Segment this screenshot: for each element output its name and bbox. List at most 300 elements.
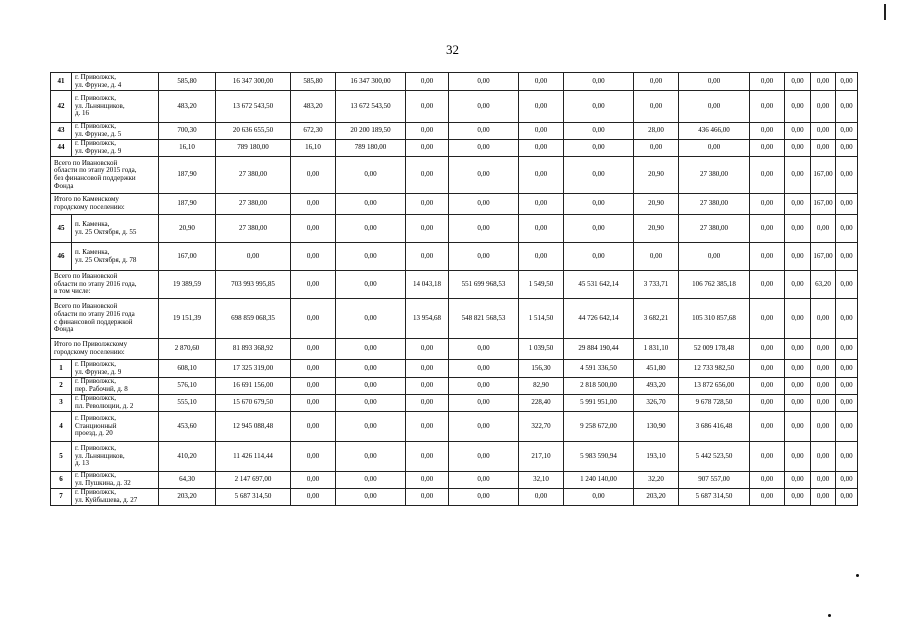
address-line: г. Приволжск, (75, 488, 117, 497)
row-number: 46 (51, 243, 72, 271)
value-cell: 0,00 (336, 378, 406, 395)
value-cell: 16,10 (159, 140, 216, 157)
value-cell: 551 699 968,53 (449, 271, 519, 299)
value-cell: 0,00 (750, 157, 785, 194)
value-cell: 0,00 (750, 194, 785, 215)
value-cell: 1 549,50 (519, 271, 564, 299)
total-label-line: области по этапу 2015 года, (54, 166, 137, 175)
table-row (51, 395, 858, 412)
value-cell: 0,00 (406, 378, 449, 395)
total-label-line: Фонда (54, 325, 74, 334)
address-line: пл. Революции, д. 2 (75, 402, 134, 410)
address-line: г. Приволжск, (75, 359, 117, 368)
value-cell: 0,00 (519, 157, 564, 194)
value-cell: 17 325 319,00 (216, 360, 291, 378)
value-cell: 105 310 857,68 (679, 299, 750, 339)
address-cell (72, 243, 159, 271)
value-cell: 3 682,21 (634, 299, 679, 339)
value-cell: 0,00 (449, 412, 519, 442)
value-cell: 0,00 (336, 157, 406, 194)
value-cell: 0,00 (519, 123, 564, 140)
value-cell: 0,00 (406, 339, 449, 360)
value-cell: 16 691 156,00 (216, 378, 291, 395)
value-cell: 0,00 (811, 91, 836, 123)
total-label-line: Всего по Ивановской (54, 271, 118, 280)
value-cell: 0,00 (336, 243, 406, 271)
total-label-line: с финансовой поддержкой (54, 317, 133, 326)
table-row (51, 489, 858, 506)
value-cell: 3 686 416,48 (679, 412, 750, 442)
table-row (51, 412, 858, 442)
address-line: п. Каменка, (75, 247, 110, 256)
value-cell: 5 687 314,50 (216, 489, 291, 506)
row-number: 45 (51, 215, 72, 243)
value-cell: 0,00 (785, 339, 811, 360)
value-cell: 0,00 (406, 157, 449, 194)
value-cell: 576,10 (159, 378, 216, 395)
value-cell: 0,00 (785, 140, 811, 157)
row-number: 43 (51, 123, 72, 140)
value-cell: 9 678 728,50 (679, 395, 750, 412)
value-cell: 0,00 (406, 472, 449, 489)
address-line: г. Приволжск, (75, 93, 117, 102)
value-cell: 493,20 (634, 378, 679, 395)
address-cell (72, 73, 159, 91)
value-cell: 0,00 (836, 123, 858, 140)
value-cell: 0,00 (811, 140, 836, 157)
address-cell (72, 360, 159, 378)
address-line: ул. 25 Октября, д. 55 (75, 227, 137, 236)
value-cell: 1 039,50 (519, 339, 564, 360)
value-cell: 0,00 (449, 489, 519, 506)
address-line: п. Каменка, (75, 219, 110, 228)
value-cell: 0,00 (336, 299, 406, 339)
value-cell: 0,00 (785, 412, 811, 442)
value-cell: 5 687 314,50 (679, 489, 750, 506)
table-row (51, 123, 858, 140)
value-cell: 0,00 (564, 243, 634, 271)
value-cell: 0,00 (406, 73, 449, 91)
value-cell: 0,00 (449, 215, 519, 243)
value-cell: 0,00 (449, 339, 519, 360)
value-cell: 0,00 (785, 442, 811, 472)
value-cell: 11 426 114,44 (216, 442, 291, 472)
value-cell: 0,00 (811, 442, 836, 472)
value-cell: 0,00 (785, 489, 811, 506)
value-cell: 0,00 (406, 395, 449, 412)
value-cell: 16,10 (291, 140, 336, 157)
address-cell (72, 472, 159, 489)
value-cell: 4 591 336,50 (564, 360, 634, 378)
value-cell: 0,00 (336, 412, 406, 442)
value-cell: 0,00 (785, 472, 811, 489)
value-cell: 0,00 (406, 442, 449, 472)
value-cell: 0,00 (291, 378, 336, 395)
margin-mark (884, 4, 886, 20)
value-cell: 0,00 (750, 412, 785, 442)
row-number: 7 (51, 489, 72, 506)
value-cell: 5 991 951,00 (564, 395, 634, 412)
value-cell: 81 893 368,92 (216, 339, 291, 360)
value-cell: 548 821 568,53 (449, 299, 519, 339)
page-number: 32 (446, 42, 459, 57)
total-label-line: Итого по Приволжскому (54, 340, 128, 349)
address-line: ул. Фрунзе, д. 4 (75, 80, 122, 89)
row-number: 44 (51, 140, 72, 157)
value-cell: 436 466,00 (679, 123, 750, 140)
value-cell: 203,20 (159, 489, 216, 506)
value-cell: 0,00 (406, 194, 449, 215)
address-line: г. Приволжск, (75, 394, 117, 403)
value-cell: 0,00 (811, 73, 836, 91)
value-cell: 228,40 (519, 395, 564, 412)
value-cell: 27 380,00 (679, 157, 750, 194)
value-cell: 0,00 (291, 271, 336, 299)
value-cell: 585,80 (291, 73, 336, 91)
table-row (51, 360, 858, 378)
row-number: 1 (51, 360, 72, 378)
address-line: ул. Фрунзе, д. 9 (75, 147, 122, 155)
value-cell: 0,00 (564, 91, 634, 123)
value-cell: 0,00 (336, 215, 406, 243)
value-cell: 106 762 385,18 (679, 271, 750, 299)
total-label-cell (51, 299, 159, 339)
value-cell: 0,00 (836, 378, 858, 395)
value-cell: 0,00 (836, 73, 858, 91)
value-cell: 187,90 (159, 194, 216, 215)
value-cell: 13 672 543,50 (216, 91, 291, 123)
value-cell: 0,00 (449, 378, 519, 395)
value-cell: 0,00 (564, 215, 634, 243)
table-row (51, 140, 858, 157)
table-row (51, 472, 858, 489)
value-cell: 0,00 (750, 243, 785, 271)
value-cell: 0,00 (811, 339, 836, 360)
value-cell: 0,00 (519, 194, 564, 215)
address-line: ул. Куйбышева, д. 27 (75, 496, 138, 504)
value-cell: 2 147 697,00 (216, 472, 291, 489)
value-cell: 0,00 (634, 140, 679, 157)
total-label-line: городскому поселению: (54, 203, 125, 211)
value-cell: 0,00 (449, 140, 519, 157)
value-cell: 0,00 (449, 472, 519, 489)
value-cell: 0,00 (336, 194, 406, 215)
value-cell: 0,00 (785, 215, 811, 243)
value-cell: 20,90 (634, 157, 679, 194)
value-cell: 0,00 (564, 157, 634, 194)
address-line: проезд, д. 20 (75, 429, 113, 438)
value-cell: 0,00 (750, 123, 785, 140)
address-line: г. Приволжск, (75, 72, 117, 81)
address-line: д. 13 (75, 459, 90, 468)
value-cell: 0,00 (836, 360, 858, 378)
value-cell: 0,00 (336, 339, 406, 360)
address-cell (72, 442, 159, 472)
total-label-line: в том числе: (54, 287, 91, 296)
value-cell: 0,00 (406, 91, 449, 123)
address-line: г. Приволжск, (75, 377, 117, 386)
value-cell: 0,00 (785, 299, 811, 339)
value-cell: 0,00 (785, 91, 811, 123)
value-cell: 13 872 656,00 (679, 378, 750, 395)
value-cell: 0,00 (291, 194, 336, 215)
value-cell: 52 009 178,48 (679, 339, 750, 360)
table-row (51, 215, 858, 243)
value-cell: 0,00 (564, 194, 634, 215)
total-label-line: Всего по Ивановской (54, 158, 118, 167)
value-cell: 0,00 (836, 271, 858, 299)
value-cell: 0,00 (811, 395, 836, 412)
value-cell: 0,00 (750, 489, 785, 506)
value-cell: 0,00 (564, 140, 634, 157)
value-cell: 82,90 (519, 378, 564, 395)
value-cell: 0,00 (836, 140, 858, 157)
address-cell (72, 378, 159, 395)
value-cell: 45 531 642,14 (564, 271, 634, 299)
table-row (51, 243, 858, 271)
address-cell (72, 140, 159, 157)
address-line: г. Приволжск, (75, 471, 117, 480)
value-cell: 27 380,00 (216, 215, 291, 243)
value-cell: 0,00 (836, 412, 858, 442)
value-cell: 0,00 (291, 489, 336, 506)
address-line: Станционный (75, 421, 117, 430)
value-cell: 0,00 (291, 472, 336, 489)
value-cell: 483,20 (291, 91, 336, 123)
table-body (51, 73, 858, 506)
value-cell: 0,00 (336, 489, 406, 506)
value-cell: 0,00 (519, 91, 564, 123)
value-cell: 1 831,10 (634, 339, 679, 360)
address-cell (72, 91, 159, 123)
address-line: пер. Рабочий, д. 8 (75, 385, 128, 393)
value-cell: 585,80 (159, 73, 216, 91)
value-cell: 698 859 068,35 (216, 299, 291, 339)
value-cell: 0,00 (634, 73, 679, 91)
value-cell: 3 733,71 (634, 271, 679, 299)
value-cell: 0,00 (336, 472, 406, 489)
value-cell: 0,00 (449, 442, 519, 472)
value-cell: 0,00 (564, 123, 634, 140)
address-line: ул. Фрунзе, д. 5 (75, 130, 122, 138)
total-label-line: городскому поселению: (54, 348, 125, 356)
total-label-line: области по этапу 2016 года, (54, 279, 137, 288)
value-cell: 193,10 (634, 442, 679, 472)
value-cell: 789 180,00 (216, 140, 291, 157)
value-cell: 0,00 (406, 360, 449, 378)
value-cell: 0,00 (634, 243, 679, 271)
value-cell: 322,70 (519, 412, 564, 442)
value-cell: 0,00 (406, 412, 449, 442)
housing-repair-table (50, 72, 858, 506)
total-label-cell (51, 157, 159, 194)
value-cell: 16 347 300,00 (336, 73, 406, 91)
value-cell: 0,00 (406, 215, 449, 243)
value-cell: 2 870,60 (159, 339, 216, 360)
value-cell: 19 151,39 (159, 299, 216, 339)
value-cell: 700,30 (159, 123, 216, 140)
total-label-line: без финансовой поддержки (54, 174, 136, 182)
value-cell: 0,00 (564, 73, 634, 91)
value-cell: 0,00 (291, 243, 336, 271)
value-cell: 0,00 (679, 140, 750, 157)
value-cell: 0,00 (291, 412, 336, 442)
value-cell: 0,00 (836, 339, 858, 360)
value-cell: 2 818 500,00 (564, 378, 634, 395)
row-number: 6 (51, 472, 72, 489)
value-cell: 27 380,00 (679, 215, 750, 243)
value-cell: 167,00 (811, 243, 836, 271)
value-cell: 703 993 995,85 (216, 271, 291, 299)
value-cell: 0,00 (519, 489, 564, 506)
value-cell: 0,00 (750, 339, 785, 360)
value-cell: 0,00 (750, 472, 785, 489)
row-number: 41 (51, 73, 72, 91)
table-row (51, 378, 858, 395)
value-cell: 64,30 (159, 472, 216, 489)
address-line: д. 16 (75, 109, 90, 118)
row-number: 5 (51, 442, 72, 472)
total-label-cell (51, 194, 159, 215)
value-cell: 0,00 (836, 243, 858, 271)
value-cell: 0,00 (449, 243, 519, 271)
address-line: г. Приволжск, (75, 139, 117, 148)
value-cell: 0,00 (519, 243, 564, 271)
value-cell: 0,00 (291, 157, 336, 194)
value-cell: 672,30 (291, 123, 336, 140)
value-cell: 0,00 (750, 442, 785, 472)
value-cell: 5 983 590,94 (564, 442, 634, 472)
table-total-row (51, 299, 858, 339)
value-cell: 0,00 (336, 271, 406, 299)
value-cell: 0,00 (336, 395, 406, 412)
value-cell: 0,00 (836, 91, 858, 123)
value-cell: 27 380,00 (216, 194, 291, 215)
value-cell: 0,00 (836, 489, 858, 506)
value-cell: 29 884 190,44 (564, 339, 634, 360)
value-cell: 0,00 (750, 215, 785, 243)
table-row (51, 91, 858, 123)
value-cell: 0,00 (811, 412, 836, 442)
value-cell: 0,00 (811, 378, 836, 395)
address-cell (72, 395, 159, 412)
value-cell: 0,00 (679, 91, 750, 123)
value-cell: 0,00 (750, 73, 785, 91)
value-cell: 0,00 (750, 378, 785, 395)
address-cell (72, 489, 159, 506)
value-cell: 0,00 (811, 489, 836, 506)
total-label-cell (51, 339, 159, 360)
row-number: 3 (51, 395, 72, 412)
value-cell: 0,00 (811, 472, 836, 489)
value-cell: 0,00 (449, 157, 519, 194)
value-cell: 0,00 (336, 360, 406, 378)
value-cell: 0,00 (449, 395, 519, 412)
table-total-row (51, 194, 858, 215)
value-cell: 0,00 (406, 123, 449, 140)
value-cell: 130,90 (634, 412, 679, 442)
value-cell: 0,00 (449, 360, 519, 378)
value-cell: 156,30 (519, 360, 564, 378)
value-cell: 27 380,00 (216, 157, 291, 194)
total-label-line: Всего по Ивановской (54, 302, 118, 311)
value-cell: 0,00 (449, 91, 519, 123)
value-cell: 12 733 982,50 (679, 360, 750, 378)
value-cell: 167,00 (811, 157, 836, 194)
value-cell: 0,00 (811, 123, 836, 140)
scan-speck (828, 614, 831, 617)
value-cell: 0,00 (785, 395, 811, 412)
value-cell: 0,00 (291, 215, 336, 243)
row-number: 42 (51, 91, 72, 123)
value-cell: 0,00 (811, 215, 836, 243)
value-cell: 0,00 (836, 395, 858, 412)
value-cell: 0,00 (519, 140, 564, 157)
value-cell: 27 380,00 (679, 194, 750, 215)
value-cell: 1 514,50 (519, 299, 564, 339)
value-cell: 555,10 (159, 395, 216, 412)
total-label-line: Фонда (54, 181, 74, 190)
table-total-row (51, 271, 858, 299)
address-line: ул. Пушкина, д. 32 (75, 479, 131, 487)
value-cell: 0,00 (519, 73, 564, 91)
value-cell: 20 636 655,50 (216, 123, 291, 140)
row-number: 4 (51, 412, 72, 442)
value-cell: 167,00 (159, 243, 216, 271)
value-cell: 0,00 (449, 123, 519, 140)
value-cell: 0,00 (291, 395, 336, 412)
value-cell: 0,00 (836, 157, 858, 194)
value-cell: 0,00 (291, 442, 336, 472)
value-cell: 0,00 (406, 140, 449, 157)
value-cell: 0,00 (634, 91, 679, 123)
total-label-line: Итого по Каменскому (54, 195, 119, 204)
value-cell: 0,00 (785, 73, 811, 91)
value-cell: 0,00 (836, 194, 858, 215)
value-cell: 0,00 (750, 140, 785, 157)
value-cell: 0,00 (785, 378, 811, 395)
value-cell: 0,00 (679, 243, 750, 271)
table-total-row (51, 157, 858, 194)
value-cell: 0,00 (406, 489, 449, 506)
table-row (51, 442, 858, 472)
address-cell (72, 215, 159, 243)
value-cell: 12 945 088,48 (216, 412, 291, 442)
value-cell: 451,80 (634, 360, 679, 378)
value-cell: 0,00 (836, 299, 858, 339)
value-cell: 19 389,59 (159, 271, 216, 299)
table-row (51, 73, 858, 91)
value-cell: 0,00 (216, 243, 291, 271)
value-cell: 32,10 (519, 472, 564, 489)
row-number: 2 (51, 378, 72, 395)
value-cell: 203,20 (634, 489, 679, 506)
address-line: ул. 25 Октября, д. 78 (75, 255, 137, 264)
value-cell: 0,00 (449, 194, 519, 215)
value-cell: 13 954,68 (406, 299, 449, 339)
address-line: г. Приволжск, (75, 443, 117, 452)
value-cell: 410,20 (159, 442, 216, 472)
value-cell: 0,00 (785, 243, 811, 271)
value-cell: 0,00 (836, 442, 858, 472)
value-cell: 0,00 (291, 299, 336, 339)
address-line: г. Приволжск, (75, 122, 117, 131)
address-line: ул. Фрунзе, д. 9 (75, 367, 122, 376)
value-cell: 0,00 (750, 299, 785, 339)
value-cell: 0,00 (785, 271, 811, 299)
value-cell: 0,00 (811, 299, 836, 339)
scan-speck (856, 574, 859, 577)
